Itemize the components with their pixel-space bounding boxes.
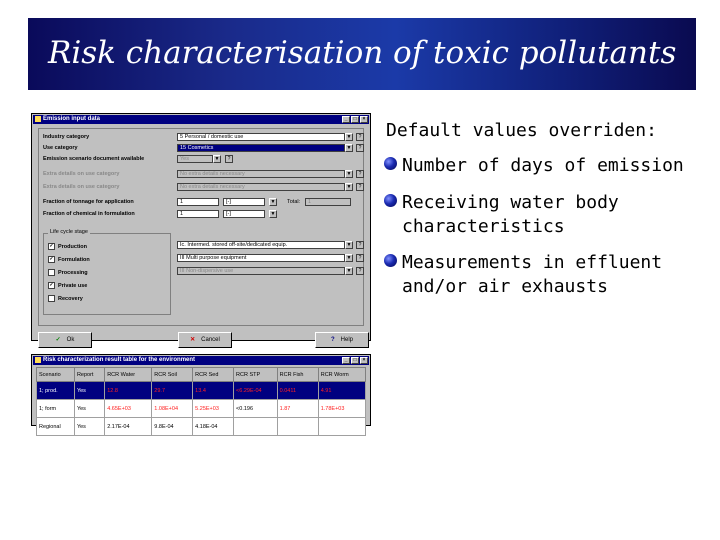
table-cell: <0.196 — [234, 400, 278, 418]
bullet-text-days: Number of days of emission — [402, 155, 684, 176]
checkbox-icon: ✓ — [49, 243, 54, 249]
minimize-icon[interactable]: _ — [342, 116, 350, 123]
field-label-emission-scenario: Emission scenario document available — [43, 156, 145, 162]
window-app-icon — [35, 116, 41, 122]
cancel-button[interactable]: ✕ Cancel — [178, 332, 232, 348]
bullet-text-water-line2: characteristics — [402, 216, 565, 237]
ok-button[interactable]: ✓ Ok — [38, 332, 92, 348]
help-button[interactable]: ? Help — [315, 332, 369, 348]
column-header[interactable]: RCR Water — [105, 368, 152, 382]
risk-result-table — [36, 367, 366, 436]
table-cell: 1; form — [37, 400, 75, 418]
table-cell: 12.8 — [105, 382, 152, 400]
checkbox-production[interactable]: ✓ Production — [49, 243, 88, 250]
table-cell: 1.08E+04 — [152, 400, 193, 418]
bullet-icon — [384, 157, 397, 170]
chevron-down-icon[interactable]: ▼ — [346, 255, 352, 261]
column-header[interactable]: RCR Worm — [318, 368, 365, 382]
close-icon[interactable]: × — [360, 357, 368, 364]
production-stage-select[interactable]: Ic. Intermed. stored off-site/dedicated equip. — [177, 241, 345, 249]
field-label-fraction-chemical: Fraction of chemical in formulation — [43, 211, 135, 217]
table-cell — [318, 418, 365, 436]
table-cell: 9.8E-04 — [152, 418, 193, 436]
table-cell: Regional — [37, 418, 75, 436]
help-icon[interactable]: ? — [356, 133, 364, 141]
table-cell: 2.17E-04 — [105, 418, 152, 436]
formulation-stage-select[interactable]: III Multi purpose equipment — [177, 254, 345, 262]
table-cell: 1.78E+03 — [318, 400, 365, 418]
processing-stage-select: III Non-dispersive use — [177, 267, 345, 275]
field-label-extra-details-1: Extra details on use category — [43, 171, 120, 177]
chevron-down-icon[interactable]: ▼ — [346, 242, 352, 248]
checkbox-processing[interactable]: Processing — [48, 269, 88, 276]
fraction-chemical-input[interactable]: 1 — [177, 210, 219, 218]
total-label: Total: — [287, 199, 301, 205]
close-icon[interactable]: × — [360, 116, 368, 123]
close-icon: ✕ — [190, 337, 196, 343]
checkbox-icon: ✓ — [49, 256, 54, 262]
risk-window-titlebar — [33, 356, 369, 365]
table-row[interactable] — [37, 400, 366, 418]
column-header[interactable]: RCR Fish — [277, 368, 318, 382]
emission-window-title: Emission input data — [43, 116, 101, 122]
checkbox-private-use[interactable]: ✓ Private use — [49, 282, 88, 289]
fraction-tonnage-unit: [-] — [223, 198, 265, 206]
help-icon[interactable]: ? — [356, 144, 364, 152]
table-cell: 4.91 — [318, 382, 365, 400]
slide-title: Risk characterisation of toxic pollutants — [48, 35, 677, 71]
table-cell: 4.65E+03 — [105, 400, 152, 418]
industry-category-select[interactable]: 5 Personal / domestic use — [177, 133, 345, 141]
window-app-icon — [35, 357, 41, 363]
extra-details-select-2: No extra details necessary — [177, 183, 345, 191]
life-cycle-group — [43, 229, 171, 315]
bullet-text-measurements-line2: and/or air exhausts — [402, 276, 608, 297]
help-icon: ? — [330, 337, 335, 343]
fraction-tonnage-input[interactable]: 1 — [177, 198, 219, 206]
help-icon[interactable]: ? — [356, 183, 364, 191]
checkbox-icon — [48, 295, 55, 302]
table-row[interactable] — [37, 382, 366, 400]
chevron-down-icon[interactable]: ▼ — [270, 211, 276, 217]
table-cell: Yes — [74, 418, 104, 436]
table-cell — [234, 418, 278, 436]
risk-window-title: Risk characterization result table for the environment — [43, 357, 196, 363]
help-icon[interactable]: ? — [225, 155, 233, 163]
use-category-select[interactable]: 15 Cosmetics — [177, 144, 345, 152]
chevron-down-icon: ▼ — [346, 268, 352, 274]
chevron-down-icon[interactable]: ▼ — [270, 199, 276, 205]
column-header[interactable]: Scenario — [37, 368, 75, 382]
chevron-down-icon: ▼ — [346, 184, 352, 190]
minimize-icon[interactable]: _ — [342, 357, 350, 364]
chevron-down-icon[interactable]: ▼ — [346, 145, 352, 151]
table-cell: Yes — [74, 400, 104, 418]
bullet-icon — [384, 194, 397, 207]
emission-scenario-select: Yes — [177, 155, 213, 163]
extra-details-select-1: No extra details necessary — [177, 170, 345, 178]
maximize-icon[interactable]: □ — [351, 357, 359, 364]
help-icon[interactable]: ? — [356, 241, 364, 249]
table-row[interactable] — [37, 418, 366, 436]
table-cell: 5.25E+03 — [193, 400, 234, 418]
title-banner — [28, 18, 696, 90]
risk-result-window — [31, 354, 371, 430]
field-label-extra-details-2: Extra details on use category — [43, 184, 120, 190]
column-header[interactable]: Report — [74, 368, 104, 382]
bullet-icon — [384, 254, 397, 267]
emission-form-panel — [38, 128, 364, 326]
table-cell: Yes — [74, 382, 104, 400]
field-label-fraction-tonnage: Fraction of tonnage for application — [43, 199, 134, 205]
table-cell: 0.0411 — [277, 382, 318, 400]
table-cell: 1.87 — [277, 400, 318, 418]
checkbox-formulation[interactable]: ✓ Formulation — [49, 256, 90, 263]
chevron-down-icon[interactable]: ▼ — [346, 134, 352, 140]
column-header[interactable]: RCR Sed — [193, 368, 234, 382]
life-cycle-label: Life cycle stage — [50, 229, 88, 235]
help-icon[interactable]: ? — [356, 267, 364, 275]
check-icon: ✓ — [55, 337, 61, 343]
emission-window-titlebar — [33, 115, 369, 124]
chevron-down-icon: ▼ — [214, 156, 220, 162]
table-cell: 1; prod. — [37, 382, 75, 400]
emission-input-window — [31, 113, 371, 341]
fraction-chemical-unit: [-] — [223, 210, 265, 218]
table-cell: 13.4 — [193, 382, 234, 400]
checkbox-icon: ✓ — [49, 282, 54, 288]
chevron-down-icon: ▼ — [346, 171, 352, 177]
notes-heading: Default values overriden: — [386, 120, 657, 141]
maximize-icon[interactable]: □ — [351, 116, 359, 123]
table-cell: 29.7 — [152, 382, 193, 400]
column-header[interactable]: RCR Soil — [152, 368, 193, 382]
field-label-use-category: Use category — [43, 145, 78, 151]
checkbox-icon — [48, 269, 55, 276]
help-icon[interactable]: ? — [356, 170, 364, 178]
table-cell: 4.18E-04 — [193, 418, 234, 436]
checkbox-recovery[interactable]: Recovery — [48, 295, 83, 302]
bullet-text-water-line1: Receiving water body — [402, 192, 619, 213]
table-cell — [277, 418, 318, 436]
help-icon[interactable]: ? — [356, 254, 364, 262]
table-cell: <6.29E-04 — [234, 382, 278, 400]
column-header[interactable]: RCR STP — [234, 368, 278, 382]
bullet-text-measurements-line1: Measurements in effluent — [402, 252, 663, 273]
total-value: 1 — [305, 198, 351, 206]
field-label-industry-category: Industry category — [43, 134, 90, 140]
